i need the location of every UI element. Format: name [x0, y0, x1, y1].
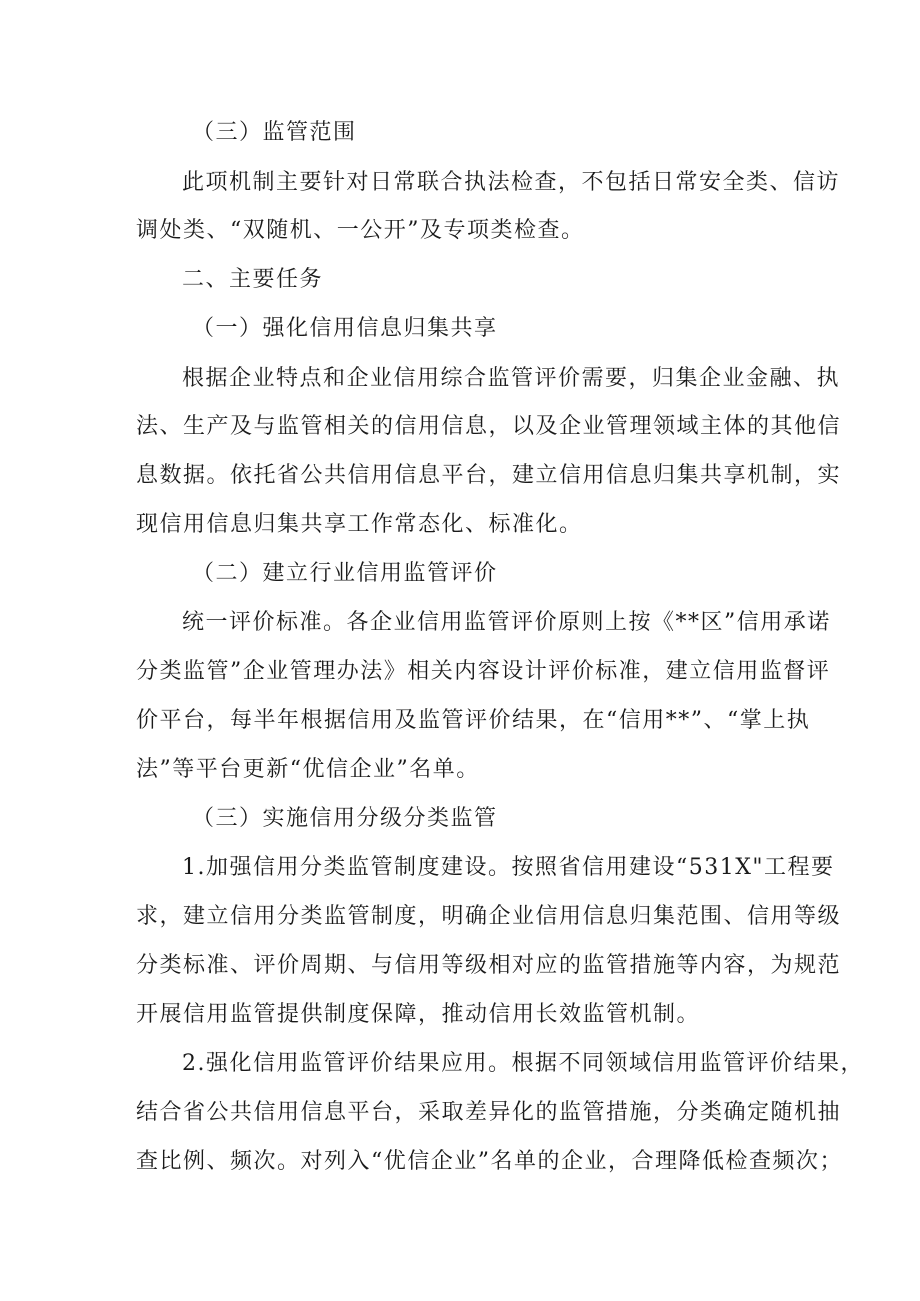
paragraph-line: 统一评价标准。各企业信用监管评价原则上按《**区”信用承诺 — [182, 610, 831, 635]
paragraph-line: 根据企业特点和企业信用综合监管评价需要，归集企业金融、执 — [182, 366, 841, 391]
paragraph-line: 求，建立信用分类监管制度，明确企业信用信息归集范围、信用等级 — [136, 904, 842, 929]
paragraph-line: 调处类、“双随机、一公开”及专项类检查。 — [136, 218, 585, 243]
paragraph-line: 分类标准、评价周期、与信用等级相对应的监管措施等内容，为规范 — [136, 953, 842, 978]
paragraph-line: 息数据。依托省公共信用信息平台，建立信用信息归集共享机制，实 — [136, 463, 842, 488]
paragraph-line: 分类监管”企业管理办法》相关内容设计评价标准，建立信用监督评 — [136, 659, 831, 684]
list-item-line: 1.加强信用分类监管制度建设。按照省信用建设“531X"工程要 — [182, 855, 835, 880]
paragraph-line: 查比例、频次。对列入“优信企业”名单的企业，合理降低检查频次； — [136, 1149, 843, 1174]
paragraph-line: 法”等平台更新“优信企业”名单。 — [136, 757, 480, 782]
subsection-heading-task-2: （二）建立行业信用监管评价 — [192, 561, 498, 586]
subsection-heading-task-1: （一）强化信用信息归集共享 — [192, 316, 498, 341]
subsection-heading-task-3: （三）实施信用分级分类监管 — [192, 806, 498, 831]
paragraph-line: 现信用信息归集共享工作常态化、标准化。 — [136, 512, 583, 537]
paragraph-line: 法、生产及与监管相关的信用信息，以及企业管理领域主体的其他信 — [136, 414, 842, 439]
section-heading-scope: （三）监管范围 — [192, 120, 357, 145]
list-item-line: 2.强化信用监管评价结果应用。根据不同领域信用监管评价结果， — [182, 1051, 864, 1076]
paragraph-line: 结合省公共信用信息平台，采取差异化的监管措施，分类确定随机抽 — [136, 1100, 842, 1125]
paragraph-line: 价平台，每半年根据信用及监管评价结果，在“信用**”、“掌上执 — [136, 708, 811, 733]
paragraph-line: 此项机制主要针对日常联合执法检查，不包括日常安全类、信访 — [182, 170, 841, 195]
part-heading-main-tasks: 二、主要任务 — [182, 267, 324, 292]
paragraph-line: 开展信用监管提供制度保障，推动信用长效监管机制。 — [136, 1002, 701, 1027]
